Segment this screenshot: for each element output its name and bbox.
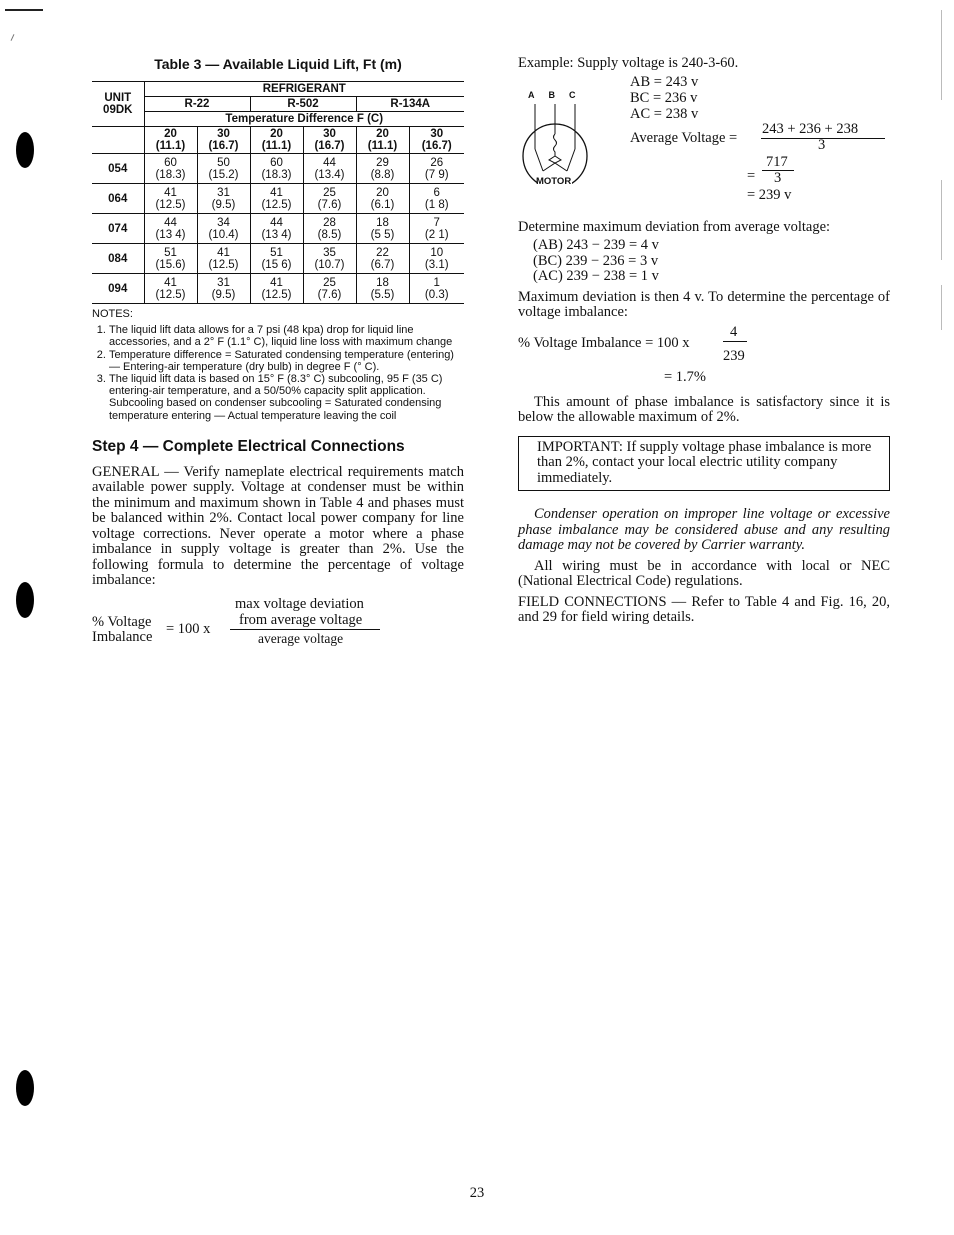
- important-text: IMPORTANT: If supply voltage phase imbalance is more than 2%, contact your local electric utility company immediately.: [537, 438, 872, 486]
- top-rule: [5, 9, 43, 11]
- punch-hole: [16, 132, 34, 168]
- example-intro: Example: Supply voltage is 240-3-60.: [518, 55, 739, 71]
- table-row: 064 41 (12.5) 31 (9.5) 41 (12.5) 25 (7.6) 20 (6.1) 6 (1 8): [92, 184, 464, 214]
- fraction-bar: [723, 341, 747, 342]
- refrigerant-r502: R-502: [250, 97, 356, 112]
- note-item: 1. The liquid lift data allows for a 7 psi (48 kpa) drop for liquid line accessories, and a 2° F (1.1° C), liquid line loss with maximum change: [109, 324, 464, 348]
- left-column: [92, 56, 464, 645]
- imbalance-calc: [518, 321, 890, 385]
- example-calc: [518, 74, 890, 214]
- table-row: 084 51 (15.6) 41 (12.5) 51 (15 6) 35 (10.7) 22 (6.7) 10 (3.1): [92, 244, 464, 274]
- page-number: 23: [469, 1185, 485, 1201]
- formula-numerator-1: max voltage deviation: [235, 595, 364, 612]
- wiring-paragraph: All wiring must be in accordance with local or NEC (National Electrical Code) regulations.: [518, 557, 890, 589]
- margin-line: [941, 285, 942, 330]
- unit-header: UNIT 09DK: [92, 82, 144, 127]
- sum-numerator: 717: [766, 153, 788, 170]
- voltage-ab: AB = 243 v: [630, 73, 699, 90]
- note-item: 2. Temperature difference = Saturated condensing temperature (entering) — Entering-air temperature (dry bulb) in degree F (° C).: [109, 349, 464, 373]
- notes-heading: NOTES:: [92, 308, 133, 320]
- deviation-item: (BC) 239 − 236 = 3 v: [533, 252, 659, 269]
- note-item: 3. The liquid lift data is based on 15° F (8.3° C) subcooling, 95 F (35 C) entering-air temperature, and a 50/50% capacity split application. Subcooling based on condenser subcooling = Saturated condensing temperature entering — Actual temperature leaving the coil: [109, 373, 464, 422]
- field-connections-paragraph: FIELD CONNECTIONS — Refer to Table 4 and Fig. 16, 20, and 29 for field wiring details.: [518, 593, 890, 625]
- temp-col: 30 (16.7): [303, 127, 356, 154]
- deviation-item: (AB) 243 − 239 = 4 v: [533, 237, 659, 253]
- imbalance-result: = 1.7%: [664, 368, 707, 385]
- punch-hole: [16, 1070, 34, 1106]
- phase-labels: A B C: [528, 89, 576, 100]
- table-row: 054 60 (18.3) 50 (15.2) 60 (18.3) 44 (13.4) 29 (8.8) 26 (7 9): [92, 154, 464, 184]
- temp-col: 30 (16.7): [197, 127, 250, 154]
- imbalance-numerator: 4: [730, 323, 738, 340]
- table-notes: [92, 308, 464, 422]
- temp-col: 20 (11.1): [250, 127, 303, 154]
- table-row: 094 41 (12.5) 31 (9.5) 41 (12.5) 25 (7.6) 18 (5.5) 1 (0.3): [92, 274, 464, 304]
- right-column: [518, 56, 890, 626]
- formula-numerator-2: from average voltage: [239, 611, 363, 628]
- imbalance-formula: [92, 593, 464, 645]
- motor-label: MOTOR: [536, 175, 572, 187]
- table-row: 074 44 (13 4) 34 (10.4) 44 (13 4) 28 (8.5) 18 (5 5) 7 (2 1): [92, 214, 464, 244]
- average-numerator: 243 + 236 + 238: [762, 120, 859, 137]
- deviation-intro: Determine maximum deviation from average voltage:: [518, 218, 831, 235]
- fraction-bar: [230, 629, 380, 630]
- deviation-list: [518, 238, 890, 285]
- average-result: = 239 v: [747, 186, 792, 203]
- equals-sign: =: [747, 167, 756, 184]
- voltage-ac: AC = 238 v: [630, 105, 699, 122]
- warning-paragraph: Condenser operation on improper line voltage or excessive phase imbalance may be considered abuse and any resulting damage may not be covered by Carrier warranty.: [518, 506, 890, 553]
- average-label: Average Voltage =: [630, 129, 738, 146]
- imbalance-label: % Voltage Imbalance = 100 x: [518, 334, 690, 351]
- scan-mark: [11, 34, 15, 41]
- temp-col: 20 (11.1): [144, 127, 197, 154]
- max-deviation-paragraph: Maximum deviation is then 4 v. To determine the percentage of voltage imbalance:: [518, 288, 890, 320]
- formula-denominator: average voltage: [258, 630, 344, 646]
- deviation-item: (AC) 239 − 238 = 1 v: [533, 268, 659, 284]
- liquid-lift-table: [92, 81, 464, 304]
- punch-hole: [16, 582, 34, 618]
- temp-col: 30 (16.7): [409, 127, 464, 154]
- margin-line: [941, 180, 942, 260]
- refrigerant-header: REFRIGERANT: [144, 82, 464, 97]
- average-denominator: 3: [818, 136, 826, 153]
- sum-denominator: 3: [774, 169, 782, 186]
- table-title: Table 3 — Available Liquid Lift, Ft (m): [154, 56, 402, 72]
- voltage-bc: BC = 236 v: [630, 89, 698, 106]
- temp-diff-header: Temperature Difference F (C): [144, 112, 464, 127]
- margin-line: [941, 10, 942, 100]
- general-paragraph: GENERAL — Verify nameplate electrical requirements match available power supply. Voltage at condenser must be within the minimum and maximum shown in Table 4 and phases must be balanced within 2%. Contact local power company for line voltage corrections. Never operate a motor where a phase imbalance in supply voltage is greater than 2%. Use the following formula to determine the percentage of voltage imbalance:: [92, 463, 464, 589]
- formula-lhs-2: Imbalance: [92, 628, 153, 645]
- temp-col: 20 (11.1): [356, 127, 409, 154]
- formula-equals: = 100 x: [166, 620, 211, 637]
- refrigerant-r22: R-22: [144, 97, 250, 112]
- refrigerant-r134a: R-134A: [356, 97, 464, 112]
- imbalance-denominator: 239: [723, 347, 745, 364]
- formula-lhs-1: % Voltage: [92, 613, 152, 630]
- step-4-heading: Step 4 — Complete Electrical Connections: [92, 437, 405, 455]
- satisfactory-paragraph: This amount of phase imbalance is satisfactory since it is below the allowable maximum of 2%.: [518, 393, 890, 425]
- important-box: [518, 436, 890, 492]
